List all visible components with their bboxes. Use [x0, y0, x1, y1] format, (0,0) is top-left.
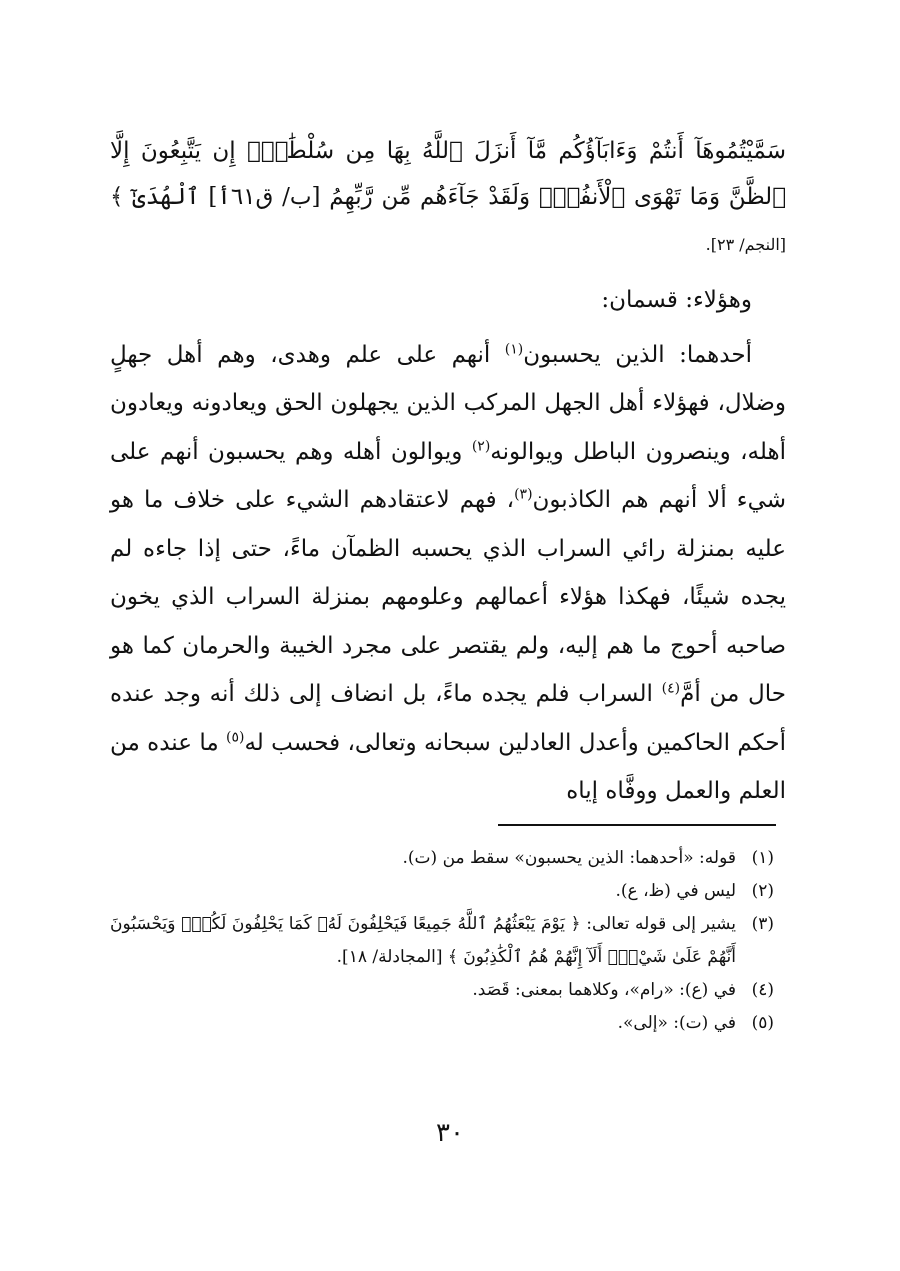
main-paragraph	[110, 331, 786, 816]
footnote-number: (٣)	[751, 914, 774, 934]
main-text-5: السراب فلم يجده ماءً، بل انضاف إلى ذلك أنه وجد عنده أحكم الحاكمين وأعدل العادلين سبحانه وتعالى، فحسب له	[110, 681, 786, 756]
main-text-1: أحدهما: الذين يحسبون	[523, 341, 752, 368]
quran-verse	[110, 128, 786, 268]
main-text-4: ، فهم لاعتقادهم الشيء على خلاف ما هو عليه بمنزلة رائي السراب الذي يحسبه الظمآن ماءً، حتى إذا جاءه لم يجده شيئًا، فهكذا هؤلاء أعمالهم وعلومهم بمنزلة السراب الذي يخون صاحبه أحوج ما هم إليه، ولم يقتصر على مجرد الخيبة والحرمان كما هو حال من أمَّ	[110, 487, 786, 707]
footnote-2	[110, 875, 786, 908]
intro-line: وهؤلاء: قسمان:	[601, 287, 752, 313]
verse-text: سَمَّيْتُمُوهَآ أَنتُمْ وَءَابَآؤُكُم مَّآ أَنزَلَ ٱللَّهُ بِهَا مِن سُلْطَٰنٍۚ إِن يَتَّبِعُونَ إِلَّا ٱلظَّنَّ وَمَا تَهْوَى ٱلْأَنفُسُۖ وَلَقَدْ جَآءَهُم مِّن رَّبِّهِمُ [ب/ ق٦١أ] ٱلْهُدَىٰٓ ﴾	[110, 138, 786, 210]
footnote-ref-1[interactable]: (١)	[504, 340, 524, 357]
footnote-1	[110, 842, 786, 875]
footnote-text: قوله: «أحدهما: الذين يحسبون» سقط من (ت).	[402, 848, 736, 868]
footnote-divider	[498, 824, 776, 826]
main-text-2: أنهم على علم وهدى، وهم أهل جهلٍ وضلال، فهؤلاء أهل الجهل المركب الذين يجهلون الحق ويعادونه ويعادون أهله، وينصرون الباطل ويوالونه	[110, 341, 786, 465]
main-text-3: ويوالون أهله وهم يحسبون أنهم على شيء ألا أنهم هم الكاذبون	[110, 438, 787, 513]
page-number: ٣٠	[436, 1118, 464, 1148]
verse-reference: [النجم/ ٢٣].	[705, 235, 786, 254]
footnote-text: ليس في (ظ، ع).	[615, 881, 736, 901]
main-text-6: ما عنده من العلم والعمل ووفَّاه إياه	[110, 729, 786, 804]
page-body	[110, 128, 786, 816]
footnote-ref-5[interactable]: (٥)	[226, 728, 245, 745]
footnote-ref-3[interactable]: (٣)	[514, 486, 533, 503]
footnote-text: يشير إلى قوله تعالى: ﴿ يَوْمَ يَبْعَثُهُمُ ٱللَّهُ جَمِيعًا فَيَحْلِفُونَ لَهُۥ كَمَا يَحْلِفُونَ لَكُمْۖ وَيَحْسَبُونَ أَنَّهُمْ عَلَىٰ شَيْءٍۚ أَلَآ إِنَّهُمْ هُمُ ٱلْكَٰذِبُونَ ﴾ [المجادلة/ ١٨].	[110, 914, 736, 967]
footnote-5	[110, 1007, 786, 1040]
footnotes-list	[110, 842, 786, 1040]
footnote-number: (١)	[751, 848, 774, 868]
footnote-ref-4[interactable]: (٤)	[661, 680, 681, 697]
footnote-number: (٤)	[751, 980, 774, 1000]
footnote-ref-2[interactable]: (٢)	[471, 437, 491, 454]
footnote-text: في (ت): «إلى».	[617, 1013, 736, 1033]
footnote-number: (٢)	[751, 881, 774, 901]
footnote-3	[110, 908, 786, 974]
footnote-4	[110, 974, 786, 1007]
footnote-text: في (ع): «رام»، وكلاهما بمعنى: قَصَد.	[472, 980, 736, 1000]
footnote-number: (٥)	[751, 1013, 774, 1033]
